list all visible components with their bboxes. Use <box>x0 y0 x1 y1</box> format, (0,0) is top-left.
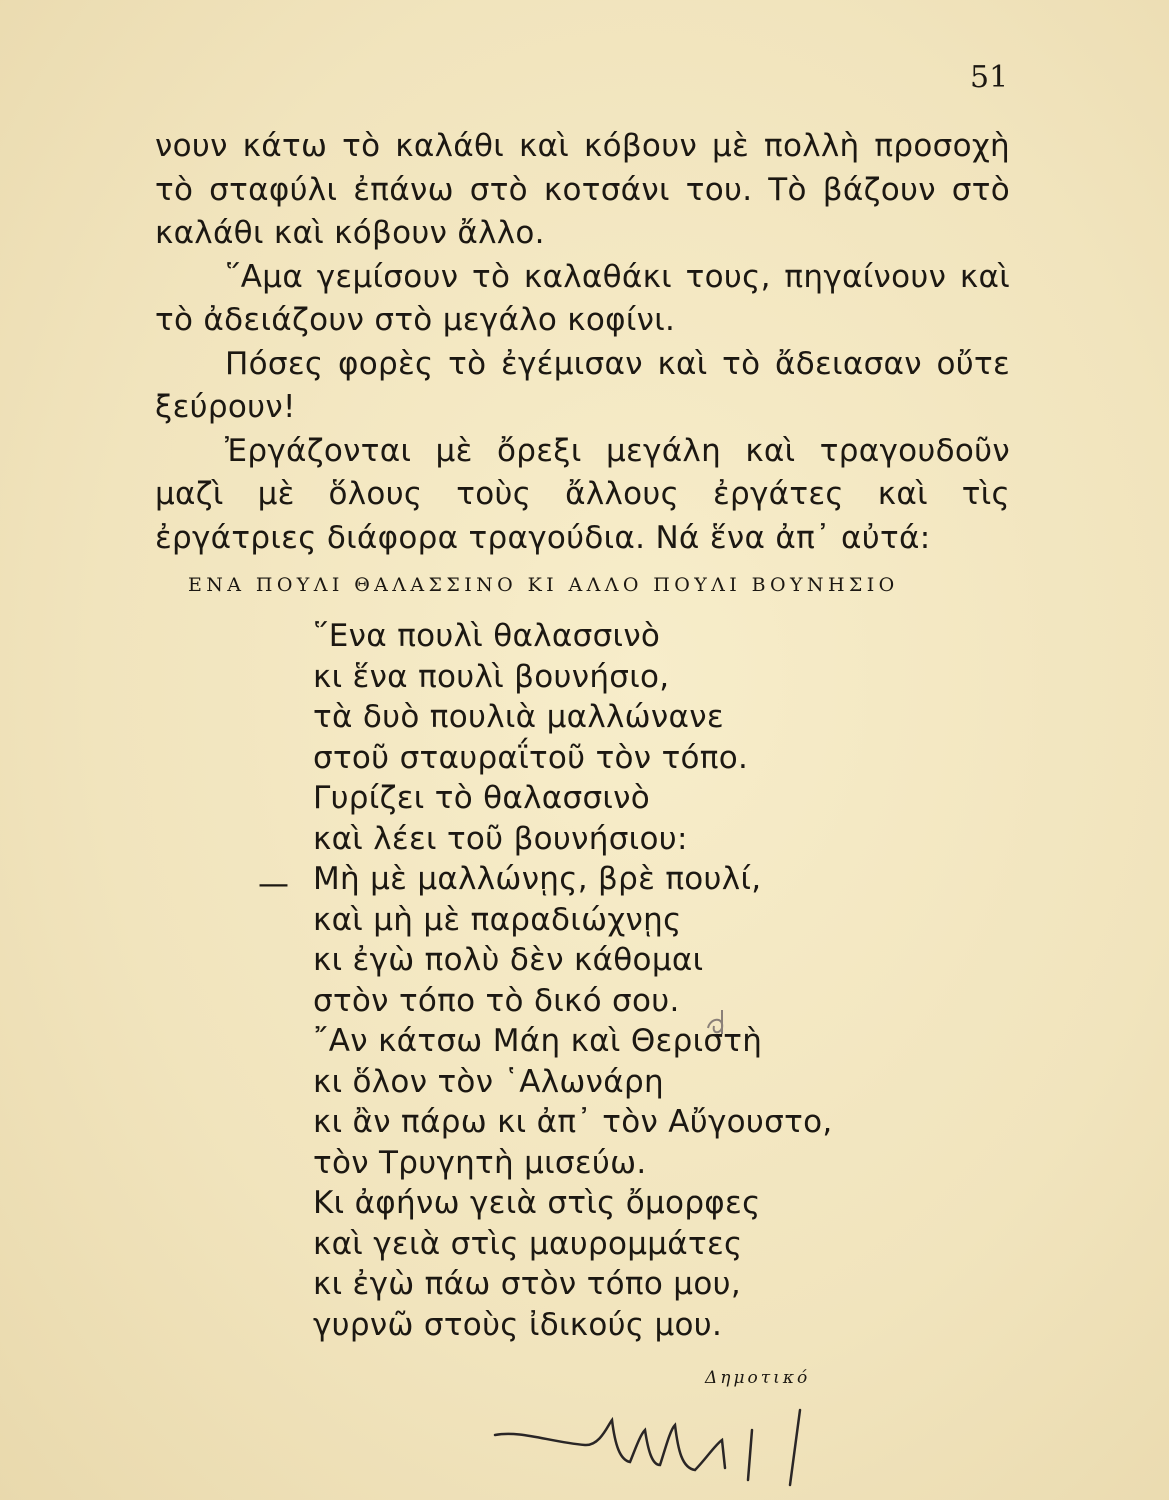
poem-line: καὶ μὴ μὲ παραδιώχνῃς <box>313 901 682 938</box>
poem-line: τὰ δυὸ πουλιὰ μαλλώνανε <box>313 699 724 735</box>
poem-line: ῞Ενα πουλὶ θαλασσινὸ <box>313 618 661 654</box>
poem-line: κι ὅλον τὸν ῾Αλωνάρη <box>313 1063 664 1100</box>
poem-line: καὶ γειὰ στὶς μαυρομμάτες <box>313 1225 743 1262</box>
poem-line: Μὴ μὲ μαλλώνῃς, βρὲ πουλί, <box>313 861 762 897</box>
poem-line: καὶ λέει τοῦ βουνήσιου: <box>313 820 688 857</box>
poem-line: τὸν Τρυγητὴ μισεύω. <box>313 1144 647 1181</box>
prose-paragraph: ῞Αμα γεμίσουν τὸ καλαθάκι τους, πηγαίνουν καὶ τὸ ἀδειάζουν στὸ μεγάλο κοφίνι. <box>155 258 1010 338</box>
pencil-mark <box>700 1000 740 1040</box>
attribution: Δημοτικό <box>705 1368 811 1388</box>
prose-paragraph: νουν κάτω τὸ καλάθι καὶ κόβουν μὲ πολλὴ προσοχὴ τὸ σταφύλι ἐπάνω στὸ κοτσάνι του. Τὸ βάζουν στὸ καλάθι καὶ κόβουν ἄλλο. <box>155 128 1010 251</box>
dialogue-dash: — <box>258 866 289 902</box>
page-number: 51 <box>970 60 1009 95</box>
poem-line: Γυρίζει τὸ θαλασσινὸ <box>313 780 651 816</box>
handwritten-signature <box>490 1390 830 1490</box>
poem-line: ῎Αν κάτσω Μάη καὶ Θεριστὴ <box>313 1023 763 1059</box>
poem-line: Κι ἀφήνω γειὰ στὶς ὄμορφες <box>313 1185 761 1221</box>
poem <box>313 616 833 1345</box>
poem-title: ΕΝΑ ΠΟΥΛΙ ΘΑΛΑΣΣΙΝΟ ΚΙ ΑΛΛΟ ΠΟΥΛΙ ΒΟΥΝΗΣΙΟ <box>188 574 899 596</box>
poem-line: κι ἐγὼ πολὺ δὲν κάθομαι <box>313 942 704 978</box>
prose-paragraph: Ἐργάζονται μὲ ὄρεξι μεγάλη καὶ τραγουδοῦν μαζὶ μὲ ὅλους τοὺς ἄλλους ἐργάτες καὶ τὶς ἐργάτριες διάφορα τραγούδια. Νά ἕνα ἀπ᾽ αὐτά: <box>155 432 1010 556</box>
poem-line: στοῦ σταυραΐτοῦ τὸν τόπο. <box>313 739 749 776</box>
prose-section <box>155 125 1010 560</box>
poem-line: γυρνῶ στοὺς ἰδικούς μου. <box>313 1306 723 1343</box>
poem-line: στὸν τόπο τὸ δικό σου. <box>313 982 680 1019</box>
poem-line: κι ἂν πάρω κι ἀπ᾽ τὸν Αὔγουστο, <box>313 1104 833 1140</box>
poem-line: κι ἐγὼ πάω στὸν τόπο μου, <box>313 1266 741 1302</box>
poem-line: κι ἕνα πουλὶ βουνήσιο, <box>313 658 670 695</box>
prose-paragraph: Πόσες φορὲς τὸ ἐγέμισαν καὶ τὸ ἄδειασαν οὔτε ξεύρουν! <box>155 345 1010 425</box>
